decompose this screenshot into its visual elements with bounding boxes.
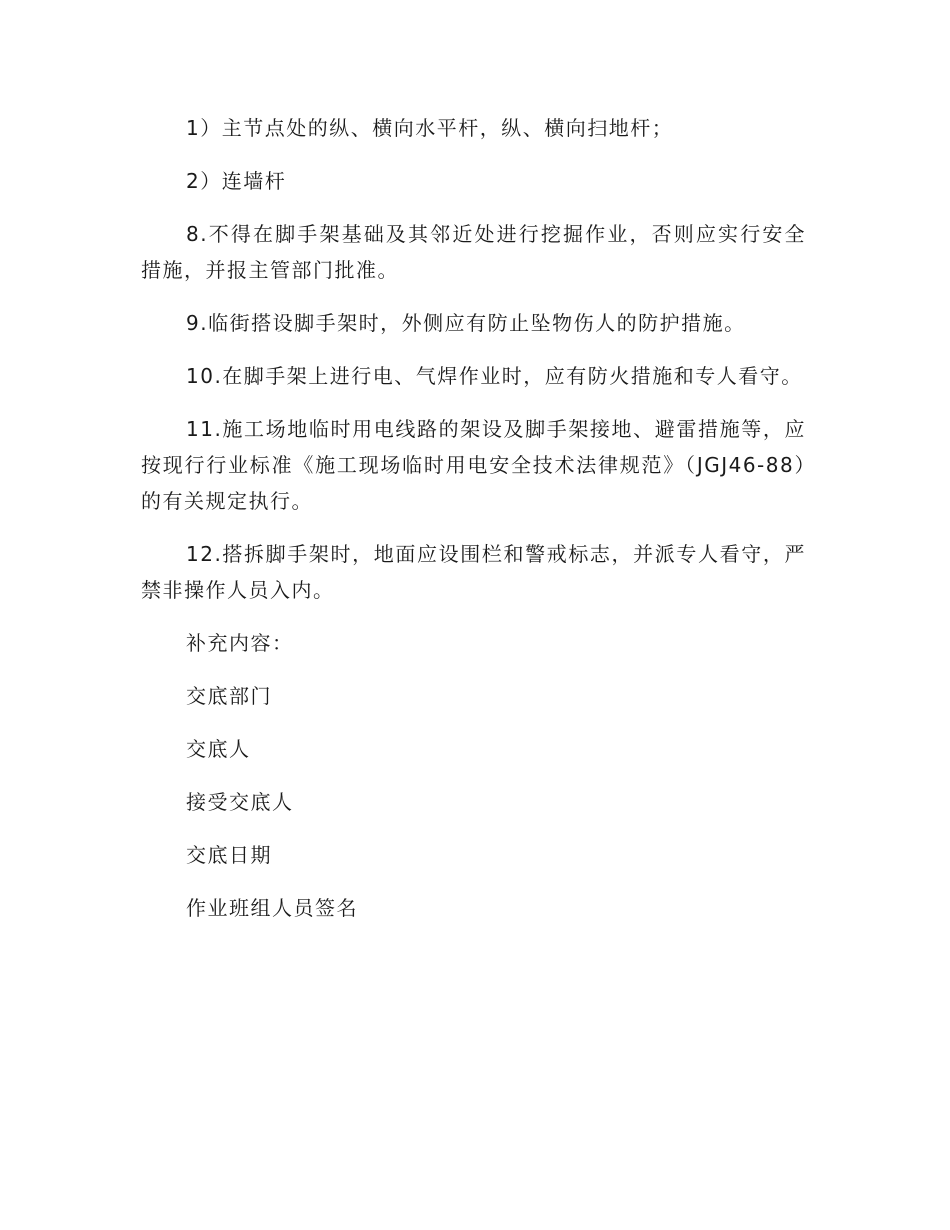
field-briefer: 交底人 xyxy=(186,737,251,761)
field-team-signature: 作业班组人员签名 xyxy=(186,896,358,920)
document-body xyxy=(141,110,806,943)
rule-9-street-protection: 9.临街搭设脚手架时，外侧应有防止坠物伤人的防护措施。 xyxy=(186,311,746,335)
field-recipient: 接受交底人 xyxy=(186,790,294,814)
item-2-wall-ties: 2）连墙杆 xyxy=(186,169,287,193)
field-department: 交底部门 xyxy=(186,684,272,708)
field-date: 交底日期 xyxy=(186,843,272,867)
rule-11-electrical: 11.施工场地临时用电线路的架设及脚手架接地、避雷措施等，应按现行行业标准《施工现场临时用电安全技术法律规范》（JGJ46-88）的有关规定执行。 xyxy=(141,417,806,513)
item-1-main-node-rods: 1）主节点处的纵、横向水平杆，纵、横向扫地杆； xyxy=(186,116,674,140)
rule-10-welding-fire: 10.在脚手架上进行电、气焊作业时，应有防火措施和专人看守。 xyxy=(186,364,803,388)
rule-12-dismantling: 12.搭拆脚手架时，地面应设围栏和警戒标志，并派专人看守，严禁非操作人员入内。 xyxy=(141,542,806,602)
supplement-label: 补充内容： xyxy=(186,631,294,655)
rule-8-no-excavation: 8.不得在脚手架基础及其邻近处进行挖掘作业，否则应实行安全措施，并报主管部门批准。 xyxy=(141,222,806,282)
